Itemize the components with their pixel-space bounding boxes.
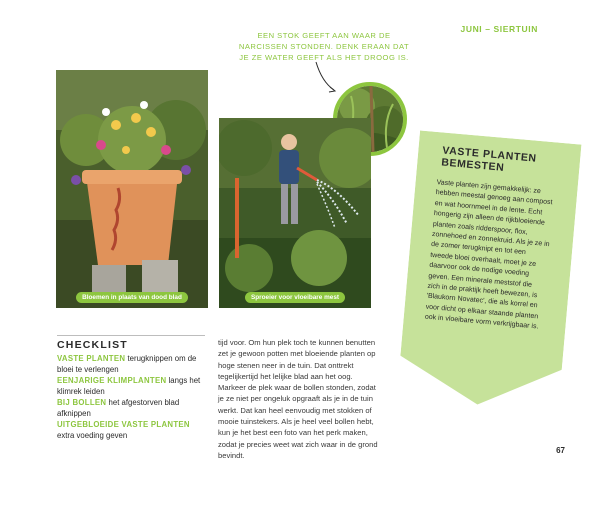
callout-text: EEN STOK GEEFT AAN WAAR DE NARCISSEN STONDEN. DENK ERAAN DAT JE ZE WATER GEEFT ALS HET DROOG IS. <box>238 31 410 62</box>
checklist-title: CHECKLIST <box>57 335 205 351</box>
page-number: 67 <box>556 446 565 455</box>
sidebar-text: Vaste planten zijn gemakkelijk: ze hebben meestal genoeg aan compost en wat hoornmeel in de lente. Echt hongerig zijn alleen de rijkbloeiende planten zoals ridderspoor, flox, zonnehoed en zonnekruid. Als je ze in de zomer terugknipt en tot een tweede bloei overhaalt, moet je ze daarvoor ook de nodige voeding geven. Een minerale meststof die zich in de praktijk heeft bewezen, is 'Blaukorn Novatec', die als korrel en voor dicht op elkaar staande planten ook in vloeibare vorm verkrijgbaar is. <box>424 179 553 331</box>
sidebar-title: VASTE PLANTEN BEMESTEN <box>440 144 538 174</box>
checklist-item: EENJARIGE KLIMPLANTEN langs het klimrek leiden <box>57 376 201 396</box>
section-header: JUNI – SIERTUIN <box>460 24 538 34</box>
checklist <box>57 335 205 441</box>
body-paragraph: tijd voor. Om hun plek toch te kunnen benutten zet je gewoon potten met bloeiende planten op hoge stenen neer in de tuin. Dat onttrekt tegelijkertijd het lelijke blad aan het oog. Markeer de plek waar de bollen stonden, zodat je ze niet per ongeluk opgraaft als je in de tuin werkt. Dat kan heel eenvoudig met stokken of mooie tuinstekers. Als je heel veel bollen hebt, kun je het best een foto van het perk maken, zodat je precies weet wat zich waar in de grond bevindt. <box>218 338 378 460</box>
sidebar-box <box>397 130 582 413</box>
gardener-sprinkling-photo <box>219 118 371 308</box>
checklist-item: VASTE PLANTEN terugknippen om de bloei te verlengen <box>57 354 197 374</box>
photo-caption-left: Bloemen in plaats van dood blad <box>76 292 188 303</box>
photo-caption-middle: Sproeier voor vloeibare mest <box>245 292 345 303</box>
flower-pot-photo <box>56 70 208 308</box>
checklist-item: UITGEBLOEIDE VASTE PLANTEN extra voeding geven <box>57 420 190 440</box>
checklist-item: BIJ BOLLEN het afgestorven blad afknippen <box>57 398 180 418</box>
